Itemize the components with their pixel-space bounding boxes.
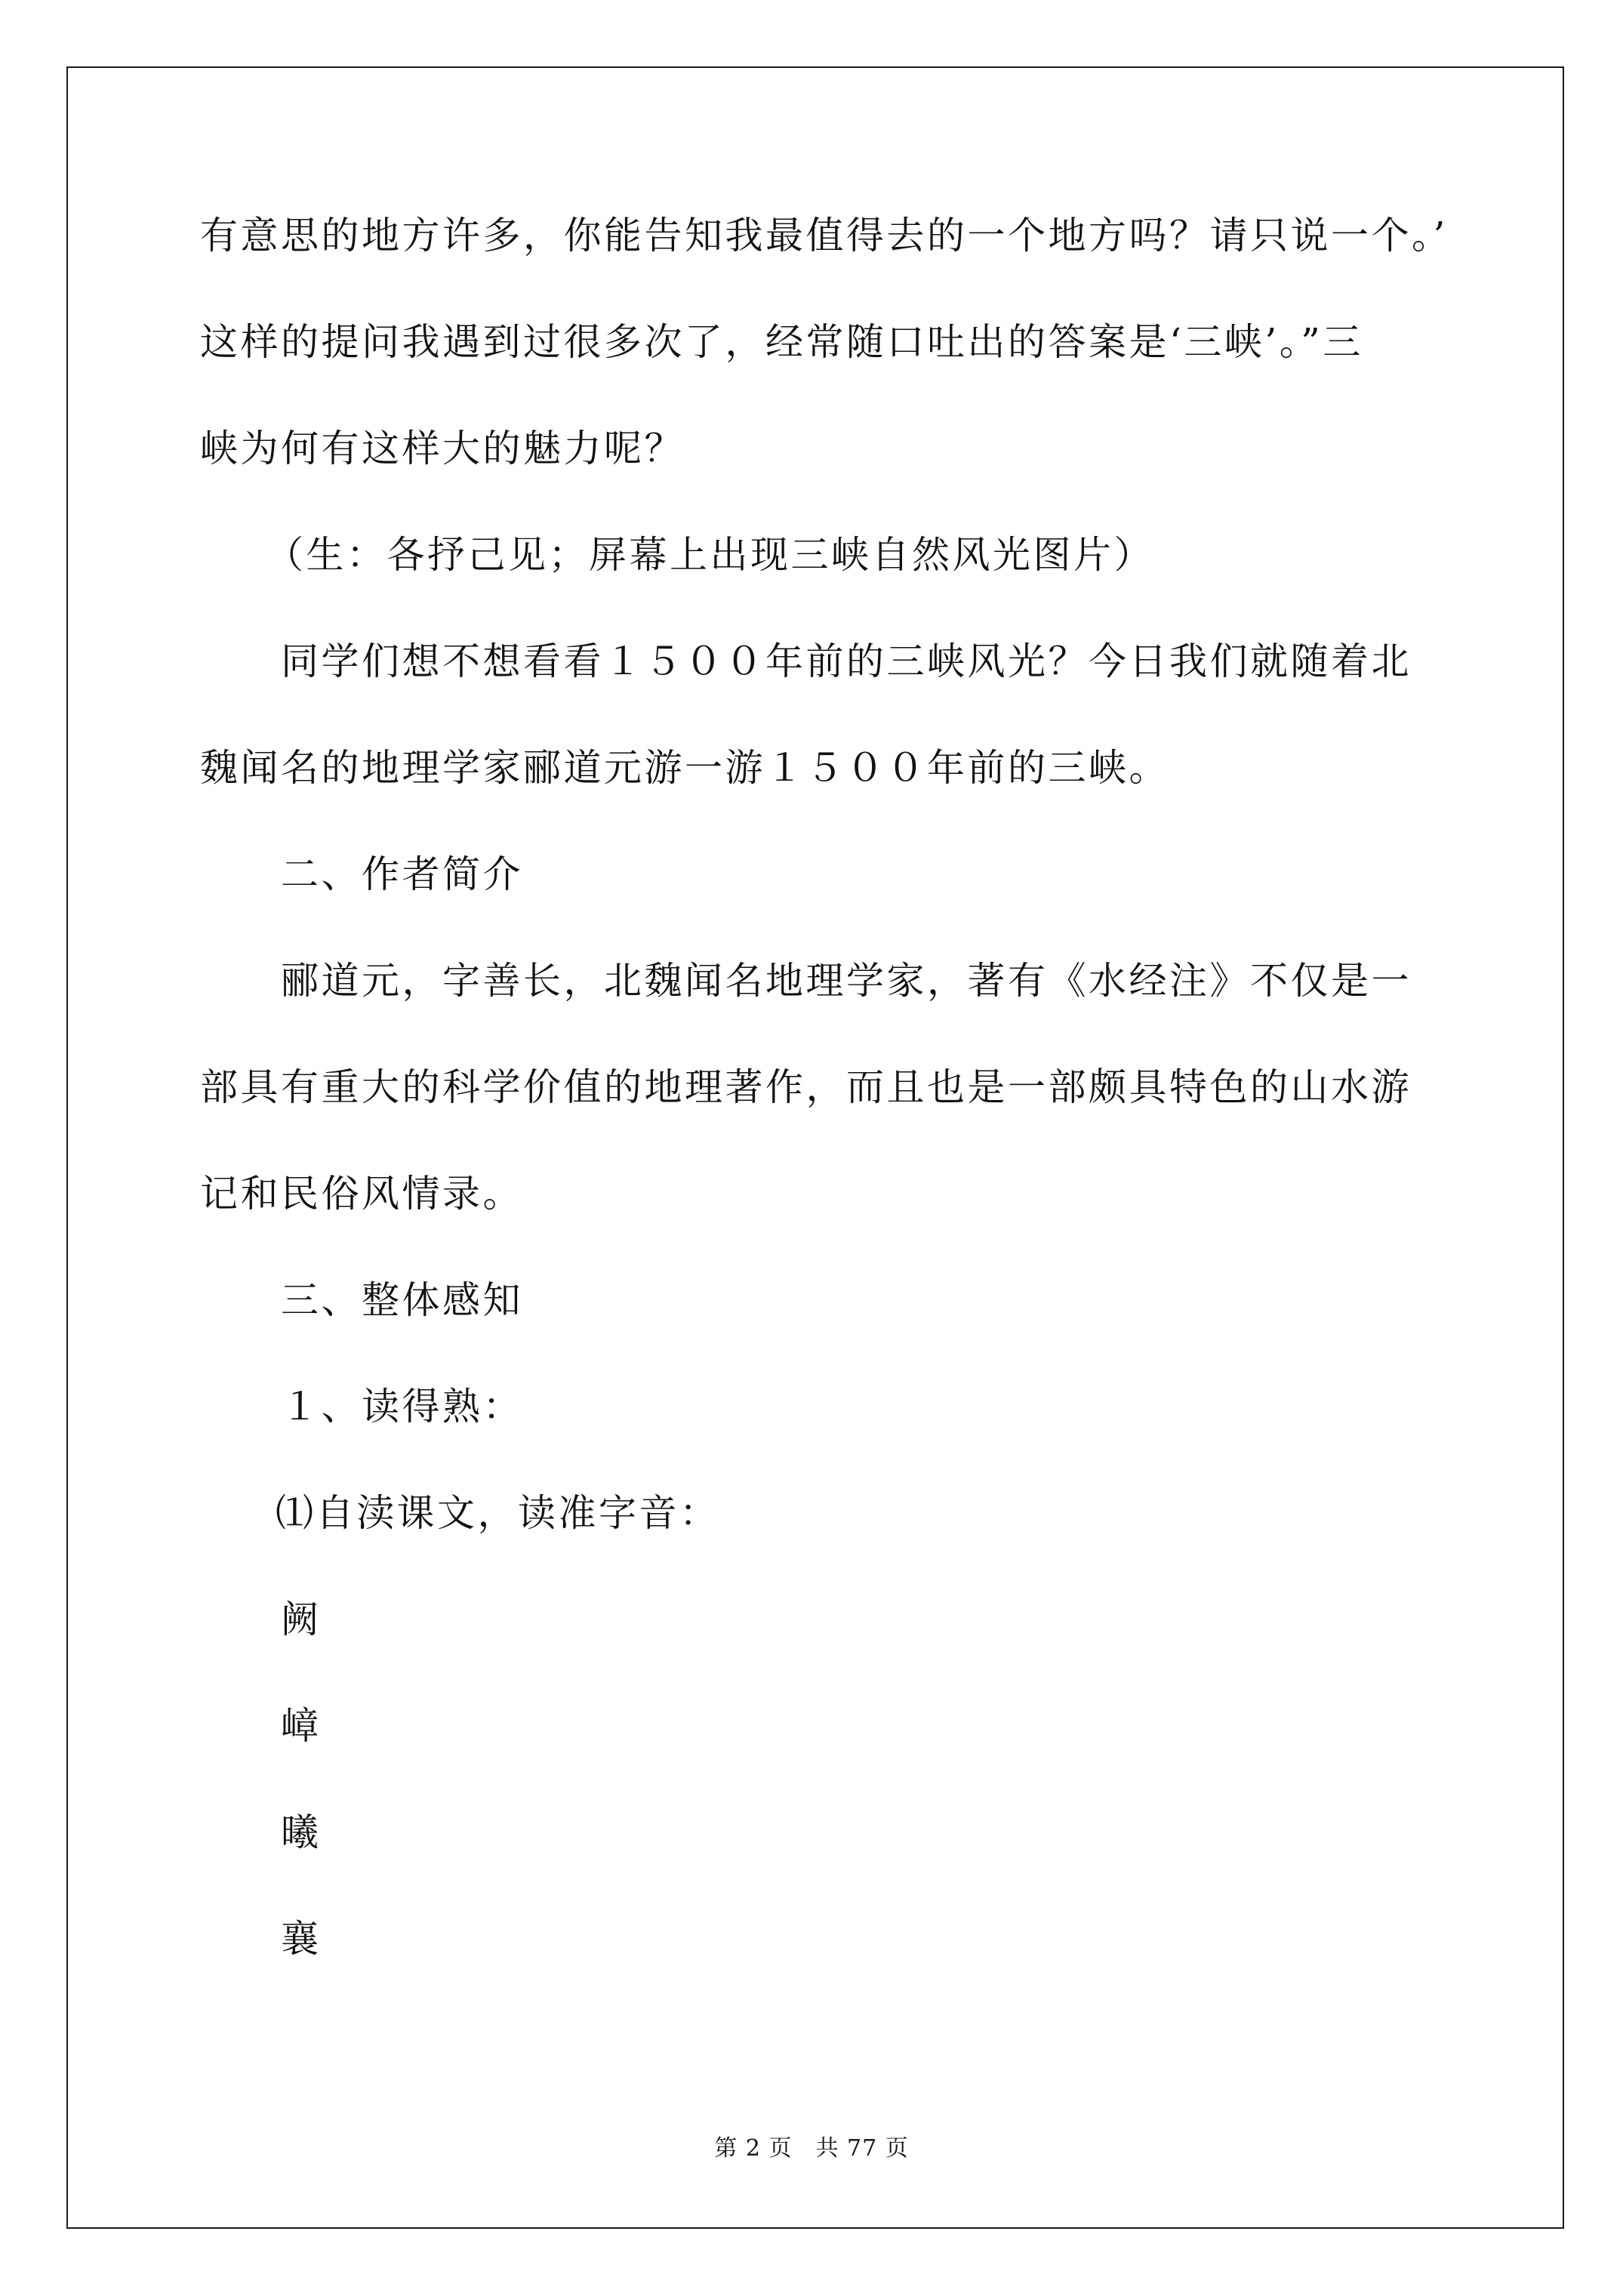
vocab-char-1: 阙 — [281, 1598, 322, 1641]
text-line-2: 这样的提问我遇到过很多次了，经常随口吐出的答案是‘三峡’。”三 — [200, 320, 1363, 364]
page-frame — [66, 66, 1564, 2229]
vocab-char-3: 曦 — [281, 1811, 322, 1854]
text-line-13: ⑴自渎课文，读准字音： — [276, 1491, 720, 1535]
section-heading-author: 二、作者简介 — [281, 852, 523, 896]
subheading-read: １、读得熟： — [281, 1385, 523, 1428]
text-line-4: （生：各抒己见；屏幕上出现三峡自然风光图片） — [266, 533, 1154, 577]
page-number-footer: 第 2 页 共 77 页 — [714, 2135, 909, 2162]
section-heading-overview: 三、整体感知 — [281, 1278, 523, 1322]
text-line-5: 同学们想不想看看１５００年前的三峡风光？今日我们就随着北 — [281, 639, 1412, 683]
text-line-10: 记和民俗风情录。 — [200, 1172, 523, 1216]
text-line-9: 部具有重大的科学价值的地理著作，而且也是一部颇具特色的山水游 — [200, 1065, 1412, 1109]
vocab-char-4: 襄 — [281, 1917, 322, 1961]
text-line-3: 峡为何有这样大的魅力呢？ — [200, 427, 685, 470]
text-line-1: 有意思的地方许多，你能告知我最值得去的一个地方吗？请只说一个。’ — [200, 214, 1448, 257]
text-line-6: 魏闻名的地理学家郦道元游一游１５００年前的三峡。 — [200, 746, 1169, 790]
text-line-8: 郦道元，字善长，北魏闻名地理学家，著有《水经注》不仅是一 — [281, 959, 1412, 1003]
vocab-char-2: 嶂 — [281, 1704, 322, 1748]
